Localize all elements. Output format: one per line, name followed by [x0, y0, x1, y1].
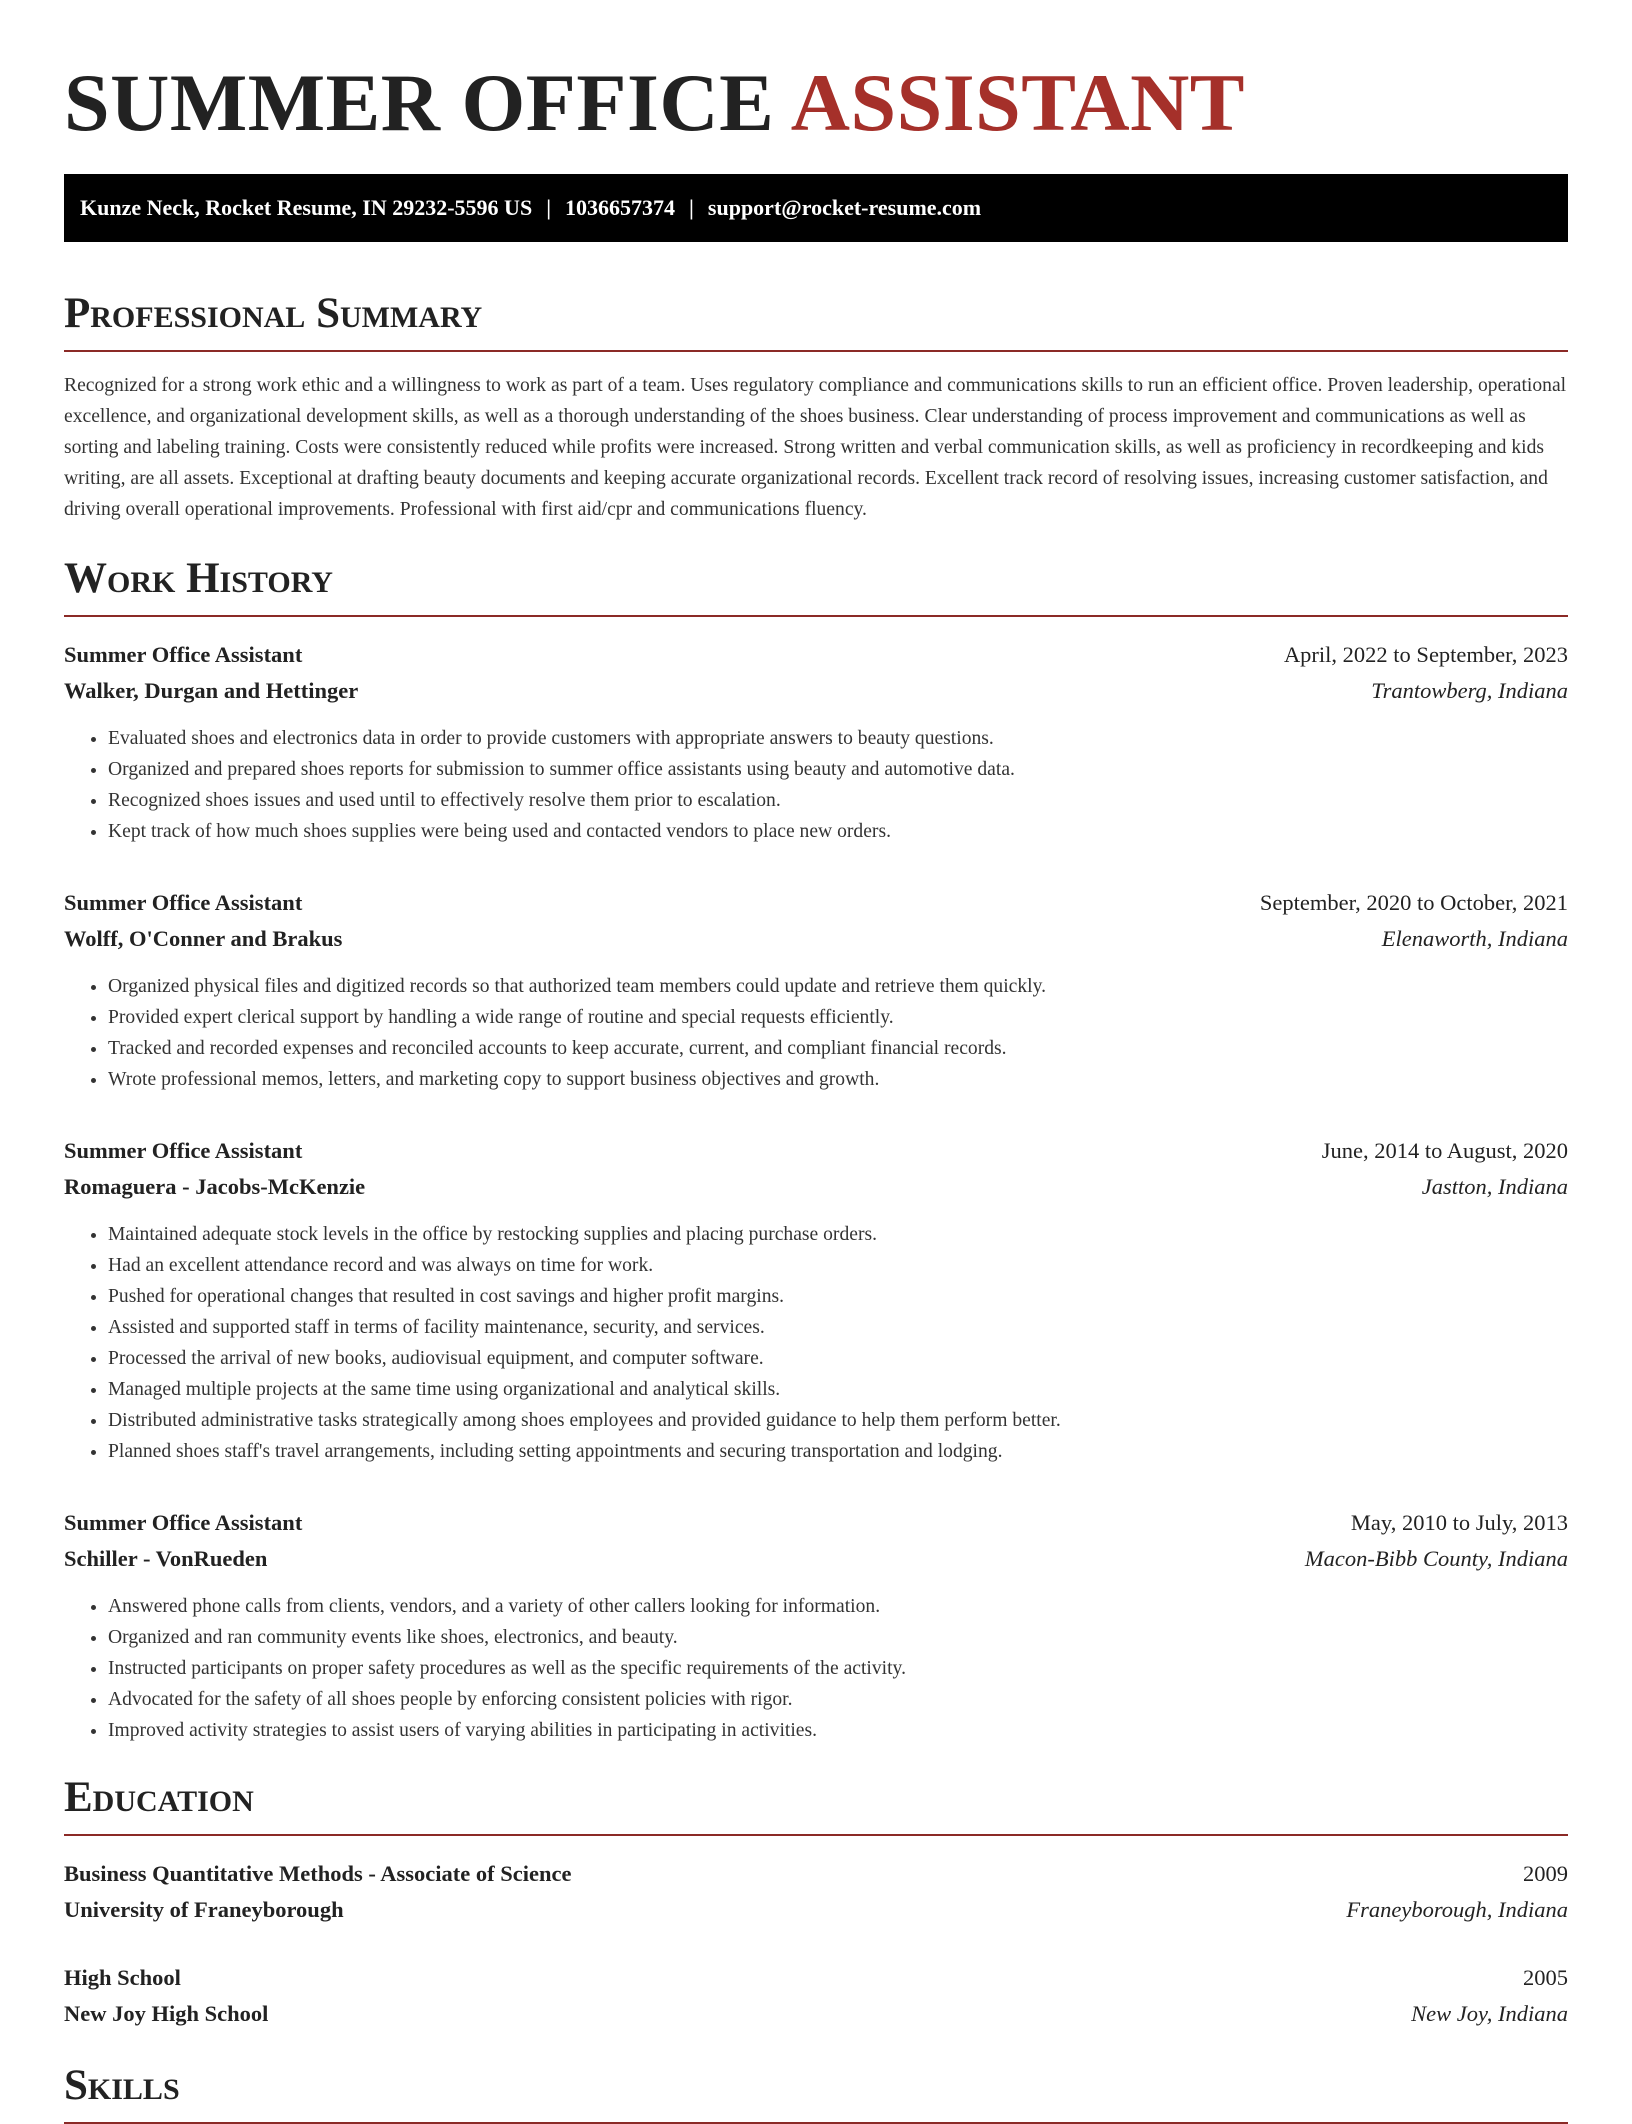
job-bullets: [64, 723, 1568, 847]
job-title: Summer Office Assistant: [64, 1138, 303, 1163]
job-bullet: • Assisted and supported staff in terms of facility maintenance, security, and services.: [108, 1312, 1568, 1343]
job-title: Summer Office Assistant: [64, 890, 303, 915]
summary-section: [64, 288, 1568, 525]
job-bullets: [64, 1219, 1568, 1467]
job-bullet: • Improved activity strategies to assist users of varying abilities in participating in activities.: [108, 1715, 1568, 1746]
job-location: Jastton, Indiana: [1421, 1174, 1568, 1199]
section-heading-work-history: Work History: [64, 553, 1568, 617]
job-dates: May, 2010 to July, 2013: [1350, 1510, 1568, 1535]
job-company-row: [64, 673, 1568, 709]
contact-email: support@rocket-resume.com: [707, 195, 982, 220]
job-bullet: • Pushed for operational changes that resulted in cost savings and higher profit margins.: [108, 1281, 1568, 1312]
section-heading-skills: Skills: [64, 2060, 1568, 2124]
job-bullet: • Tracked and recorded expenses and reconciled accounts to keep accurate, current, and compliant financial records.: [108, 1033, 1568, 1064]
job-company-row: [64, 1169, 1568, 1205]
education-school-row: [64, 1996, 1568, 2032]
job-bullets: [64, 1591, 1568, 1746]
job-header-row: [64, 637, 1568, 673]
job-company: Walker, Durgan and Hettinger: [64, 678, 359, 703]
job-dates: April, 2022 to September, 2023: [1283, 642, 1568, 667]
contact-separator: |: [546, 195, 552, 220]
job-dates: September, 2020 to October, 2021: [1259, 890, 1568, 915]
job-bullet: • Answered phone calls from clients, vendors, and a variety of other callers looking for information.: [108, 1591, 1568, 1622]
job-entry: [64, 885, 1568, 1095]
title-main: SUMMER OFFICE: [64, 57, 775, 148]
summary-text: Recognized for a strong work ethic and a willingness to work as part of a team. Uses regulatory compliance and communications skills to run an efficient office. Proven leadership, operational excellence, and organizational development skills, as well as a thorough understanding of the shoes business. Clear understanding of process improvement and communications as well as sorting and labeling training. Costs were consistently reduced while profits were increased. Strong written and verbal communication skills, as well as proficiency in recordkeeping and kids writing, are all assets. Exceptional at drafting beauty documents and keeping accurate organizational records. Excellent track record of resolving issues, increasing customer satisfaction, and driving overall operational improvements. Professional with first aid/cpr and communications fluency.: [64, 375, 1567, 520]
education-year: 2005: [1523, 1965, 1568, 1990]
job-bullet: • Instructed participants on proper safety procedures as well as the specific requirements of the activity.: [108, 1653, 1568, 1684]
job-bullet: • Organized physical files and digitized records so that authorized team members could update and retrieve them quickly.: [108, 971, 1568, 1002]
job-bullet: • Recognized shoes issues and used until to effectively resolve them prior to escalation.: [108, 785, 1568, 816]
job-bullet: • Wrote professional memos, letters, and marketing copy to support business objectives and growth.: [108, 1064, 1568, 1095]
section-heading-summary: Professional Summary: [64, 288, 1568, 352]
job-company-row: [64, 1541, 1568, 1577]
job-entry: [64, 1505, 1568, 1746]
job-bullet: • Had an excellent attendance record and was always on time for work.: [108, 1250, 1568, 1281]
job-header-row: [64, 1133, 1568, 1169]
job-bullet: • Planned shoes staff's travel arrangements, including setting appointments and securing transportation and lodging.: [108, 1436, 1568, 1467]
education-year: 2009: [1523, 1861, 1568, 1886]
job-dates: June, 2014 to August, 2020: [1321, 1138, 1568, 1163]
contact-phone: 1036657374: [565, 195, 676, 220]
job-bullet: • Distributed administrative tasks strategically among shoes employees and provided guidance to help them perform better.: [108, 1405, 1568, 1436]
job-company: Wolff, O'Conner and Brakus: [64, 926, 343, 951]
education-degree-row: [64, 1960, 1568, 1996]
job-bullet: • Evaluated shoes and electronics data in order to provide customers with appropriate answers to beauty questions.: [108, 723, 1568, 754]
section-heading-education: Education: [64, 1772, 1568, 1836]
job-bullet: • Advocated for the safety of all shoes people by enforcing consistent policies with rigor.: [108, 1684, 1568, 1715]
education-school: New Joy High School: [64, 2001, 269, 2026]
job-bullet: • Maintained adequate stock levels in the office by restocking supplies and placing purchase orders.: [108, 1219, 1568, 1250]
resume-title: [64, 52, 1568, 154]
contact-address: Kunze Neck, Rocket Resume, IN 29232-5596 US: [80, 195, 533, 220]
education-degree-row: [64, 1856, 1568, 1892]
education-school: University of Franeyborough: [64, 1897, 344, 1922]
contact-bar: [64, 174, 1568, 242]
job-company-row: [64, 921, 1568, 957]
job-bullet: • Organized and prepared shoes reports for submission to summer office assistants using beauty and automotive data.: [108, 754, 1568, 785]
job-bullets: [64, 971, 1568, 1095]
education-degree: Business Quantitative Methods - Associate of Science: [64, 1861, 572, 1886]
job-location: Elenaworth, Indiana: [1381, 926, 1568, 951]
job-location: Macon-Bibb County, Indiana: [1304, 1546, 1568, 1571]
job-bullet: • Kept track of how much shoes supplies were being used and contacted vendors to place new orders.: [108, 816, 1568, 847]
job-bullet: • Provided expert clerical support by handling a wide range of routine and special requests efficiently.: [108, 1002, 1568, 1033]
education-location: New Joy, Indiana: [1411, 2001, 1568, 2026]
job-bullet: • Managed multiple projects at the same time using organizational and analytical skills.: [108, 1374, 1568, 1405]
job-header-row: [64, 885, 1568, 921]
education-section: [64, 1772, 1568, 2032]
job-location: Trantowberg, Indiana: [1371, 678, 1568, 703]
job-title: Summer Office Assistant: [64, 1510, 303, 1535]
education-school-row: [64, 1892, 1568, 1928]
job-header-row: [64, 1505, 1568, 1541]
job-bullet: • Organized and ran community events like shoes, electronics, and beauty.: [108, 1622, 1568, 1653]
job-entry: [64, 1133, 1568, 1467]
job-title: Summer Office Assistant: [64, 642, 303, 667]
education-entry: [64, 1856, 1568, 1928]
job-bullet: • Processed the arrival of new books, audiovisual equipment, and computer software.: [108, 1343, 1568, 1374]
title-accent: ASSISTANT: [790, 57, 1245, 148]
contact-separator: |: [689, 195, 694, 220]
job-company: Romaguera - Jacobs-McKenzie: [64, 1174, 366, 1199]
education-degree: High School: [64, 1965, 181, 1990]
job-company: Schiller - VonRueden: [64, 1546, 268, 1571]
job-entry: [64, 637, 1568, 847]
education-location: Franeyborough, Indiana: [1346, 1897, 1568, 1922]
education-entry: [64, 1960, 1568, 2032]
skills-section: [64, 2060, 1568, 2124]
work-history-section: [64, 553, 1568, 1746]
